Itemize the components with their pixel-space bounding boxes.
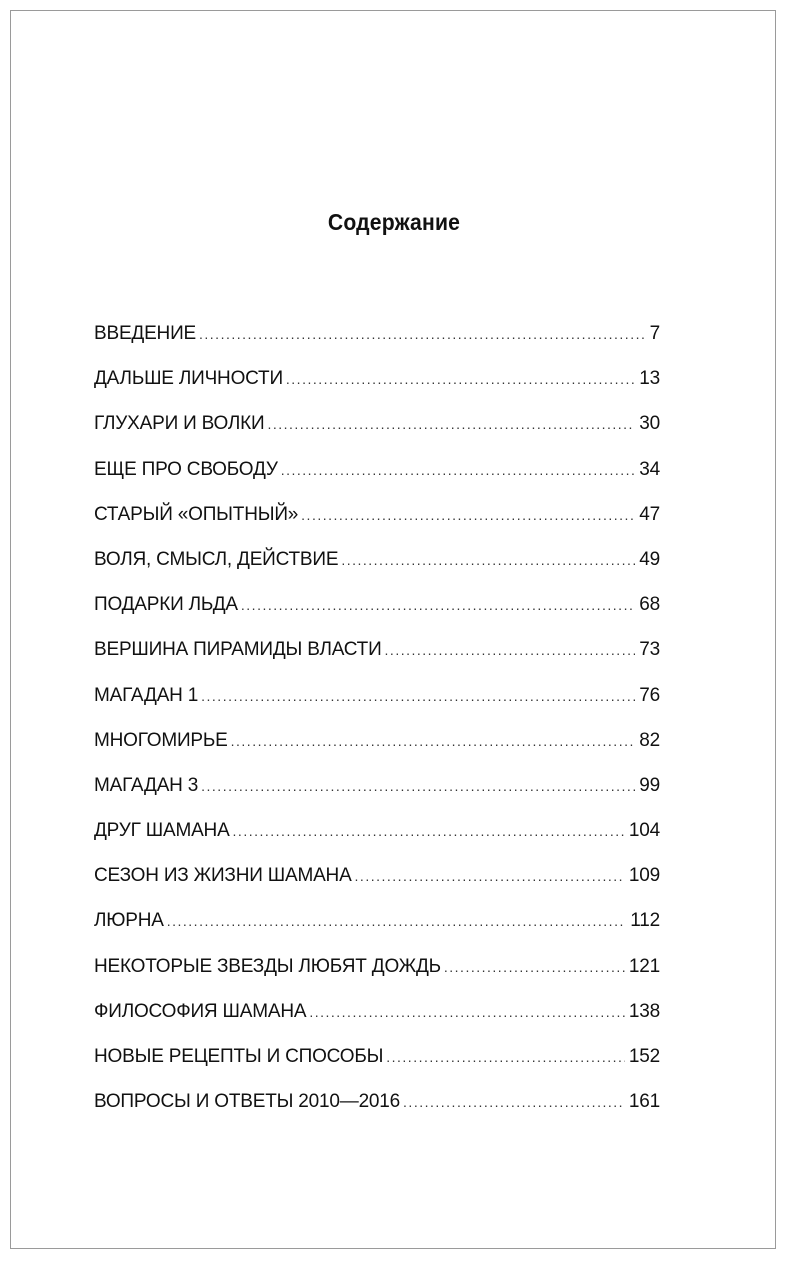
dot-leader <box>385 642 636 658</box>
toc-entry-grouse-and-wolves[interactable] <box>94 413 660 458</box>
toc-entry-lyurna[interactable] <box>94 910 660 955</box>
dot-leader <box>301 507 635 523</box>
toc-entry-title: НОВЫЕ РЕЦЕПТЫ И СПОСОБЫ <box>94 1046 384 1067</box>
toc-entry-page: 138 <box>628 1000 660 1022</box>
toc-entry-page: 112 <box>630 910 660 932</box>
toc-entry-old-experienced[interactable] <box>94 504 660 549</box>
toc-entry-shaman-friend[interactable] <box>94 820 660 865</box>
toc-entry-more-on-freedom[interactable] <box>94 459 660 504</box>
toc-entry-will-meaning-action[interactable] <box>94 549 660 594</box>
dot-leader <box>199 326 646 342</box>
toc-entry-page: 161 <box>628 1091 660 1113</box>
page-frame <box>10 10 776 1249</box>
toc-entry-title: ЛЮРНА <box>94 910 164 932</box>
toc-entry-title: ВВЕДЕНИЕ <box>94 323 197 344</box>
toc-entry-questions-and-answers[interactable] <box>94 1091 660 1136</box>
dot-leader <box>201 778 635 794</box>
toc-entry-title: МАГАДАН 3 <box>94 774 199 796</box>
toc-entry-title: ДАЛЬШЕ ЛИЧНОСТИ <box>94 368 283 390</box>
toc-entry-page: 152 <box>628 1046 660 1067</box>
dot-leader <box>267 416 635 432</box>
toc-entry-page: 104 <box>628 820 660 842</box>
toc-entry-title: ДРУГ ШАМАНА <box>94 820 230 842</box>
toc-entry-title: ВЕРШИНА ПИРАМИДЫ ВЛАСТИ <box>94 639 382 661</box>
toc-entry-page: 34 <box>639 458 660 480</box>
toc-entry-page: 68 <box>639 594 660 616</box>
toc-entry-page: 47 <box>639 503 660 525</box>
dot-leader <box>403 1094 625 1110</box>
toc-entry-page: 13 <box>639 368 660 390</box>
toc-entry-page: 30 <box>639 413 660 435</box>
toc-entry-page: 82 <box>639 729 660 751</box>
toc-entry-title: НЕКОТОРЫЕ ЗВЕЗДЫ ЛЮБЯТ ДОЖДЬ <box>94 955 441 977</box>
toc-entry-multiworld[interactable] <box>94 730 660 775</box>
toc-entry-title: СТАРЫЙ «ОПЫТНЫЙ» <box>94 503 299 525</box>
toc-entry-title: ПОДАРКИ ЛЬДА <box>94 594 238 616</box>
toc-entry-season-of-shaman-life[interactable] <box>94 865 660 910</box>
toc-entry-title: МНОГОМИРЬЕ <box>94 729 228 751</box>
dot-leader <box>286 371 635 387</box>
dot-leader <box>231 733 636 749</box>
dot-leader <box>355 868 625 884</box>
table-of-contents <box>94 323 660 1136</box>
toc-entry-magadan-1[interactable] <box>94 685 660 730</box>
toc-entry-page: 121 <box>628 955 660 977</box>
toc-entry-gifts-of-ice[interactable] <box>94 594 660 639</box>
dot-leader <box>201 688 635 704</box>
dot-leader <box>241 597 635 613</box>
toc-entry-beyond-personality[interactable] <box>94 368 660 413</box>
toc-entry-title: ГЛУХАРИ И ВОЛКИ <box>94 413 265 435</box>
toc-entry-introduction[interactable] <box>94 323 660 368</box>
dot-leader <box>444 959 625 975</box>
dot-leader <box>341 552 635 568</box>
toc-entry-title: ЕЩЕ ПРО СВОБОДУ <box>94 458 278 480</box>
toc-entry-title: ФИЛОСОФИЯ ШАМАНА <box>94 1000 307 1022</box>
toc-entry-page: 109 <box>628 865 660 887</box>
dot-leader <box>309 1004 625 1020</box>
page-title: Содержание <box>327 209 461 235</box>
toc-entry-title: ВОПРОСЫ И ОТВЕТЫ 2010—2016 <box>94 1091 401 1113</box>
toc-entry-new-recipes-and-methods[interactable] <box>94 1046 660 1091</box>
toc-entry-some-stars-love-rain[interactable] <box>94 956 660 1001</box>
toc-entry-page: 76 <box>639 684 660 706</box>
dot-leader <box>167 913 627 929</box>
toc-entry-title: МАГАДАН 1 <box>94 684 199 706</box>
dot-leader <box>386 1049 625 1065</box>
toc-entry-page: 49 <box>639 548 660 570</box>
dot-leader <box>233 823 625 839</box>
toc-entry-top-of-power-pyramid[interactable] <box>94 639 660 684</box>
toc-entry-page: 99 <box>639 774 660 796</box>
toc-entry-shaman-philosophy[interactable] <box>94 1001 660 1046</box>
dot-leader <box>281 462 636 478</box>
toc-entry-title: ВОЛЯ, СМЫСЛ, ДЕЙСТВИЕ <box>94 548 339 570</box>
toc-entry-magadan-3[interactable] <box>94 775 660 820</box>
toc-entry-page: 7 <box>649 323 660 344</box>
toc-entry-title: СЕЗОН ИЗ ЖИЗНИ ШАМАНА <box>94 865 352 887</box>
toc-entry-page: 73 <box>639 639 660 661</box>
